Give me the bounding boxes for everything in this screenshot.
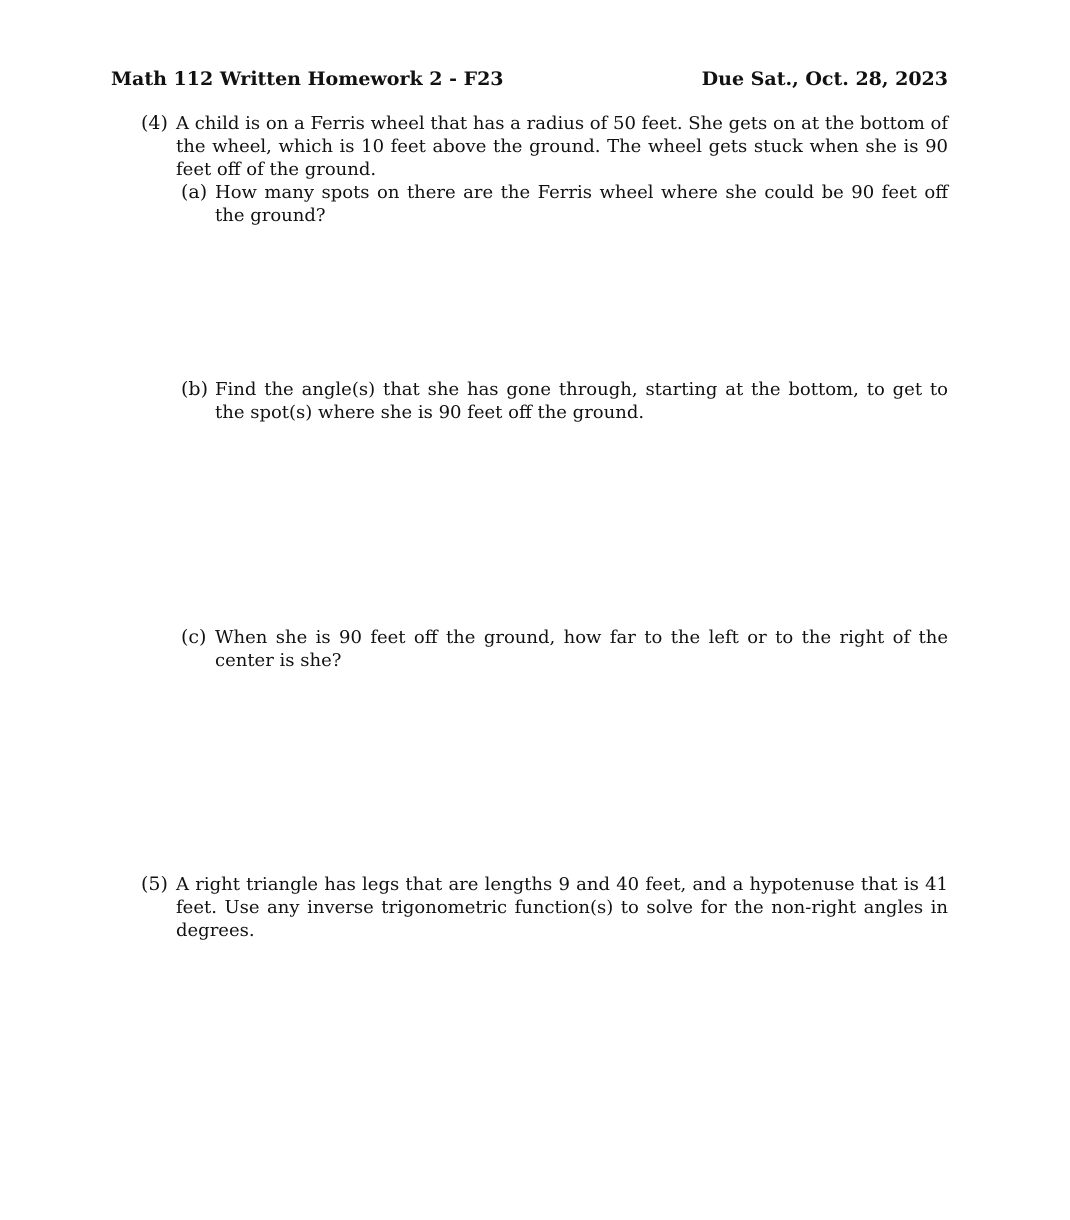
problem-5	[141, 873, 948, 942]
problem-text: A right triangle has legs that are lengths 9 and 40 feet, and a hypotenuse that is 41 feet. Use any inverse trigonometric function(s) to solve for the non-right angles in degrees.	[176, 874, 948, 941]
part-text: How many spots on there are the Ferris wheel where she could be 90 feet off the ground?	[215, 182, 948, 226]
problem-4	[141, 112, 948, 181]
problem-4-part-c	[181, 626, 948, 672]
problem-text: A child is on a Ferris wheel that has a radius of 50 feet. She gets on at the bottom of the wheel, which is 10 feet above the ground. The wheel gets stuck when she is 90 feet off of the ground.	[176, 113, 948, 180]
course-title: Math 112 Written Homework 2 - F23	[111, 68, 504, 90]
part-label: (a)	[181, 181, 208, 203]
part-text: When she is 90 feet off the ground, how far to the left or to the right of the center is she?	[215, 627, 948, 671]
part-label: (b)	[181, 378, 208, 400]
problem-number: (5)	[141, 873, 168, 895]
problem-4-part-a	[181, 181, 948, 227]
problem-4-part-b	[181, 378, 948, 424]
due-date: Due Sat., Oct. 28, 2023	[701, 68, 948, 90]
part-label: (c)	[181, 626, 207, 648]
problem-number: (4)	[141, 112, 168, 134]
part-text: Find the angle(s) that she has gone through, starting at the bottom, to get to the spot(s) where she is 90 feet off the ground.	[215, 379, 948, 423]
